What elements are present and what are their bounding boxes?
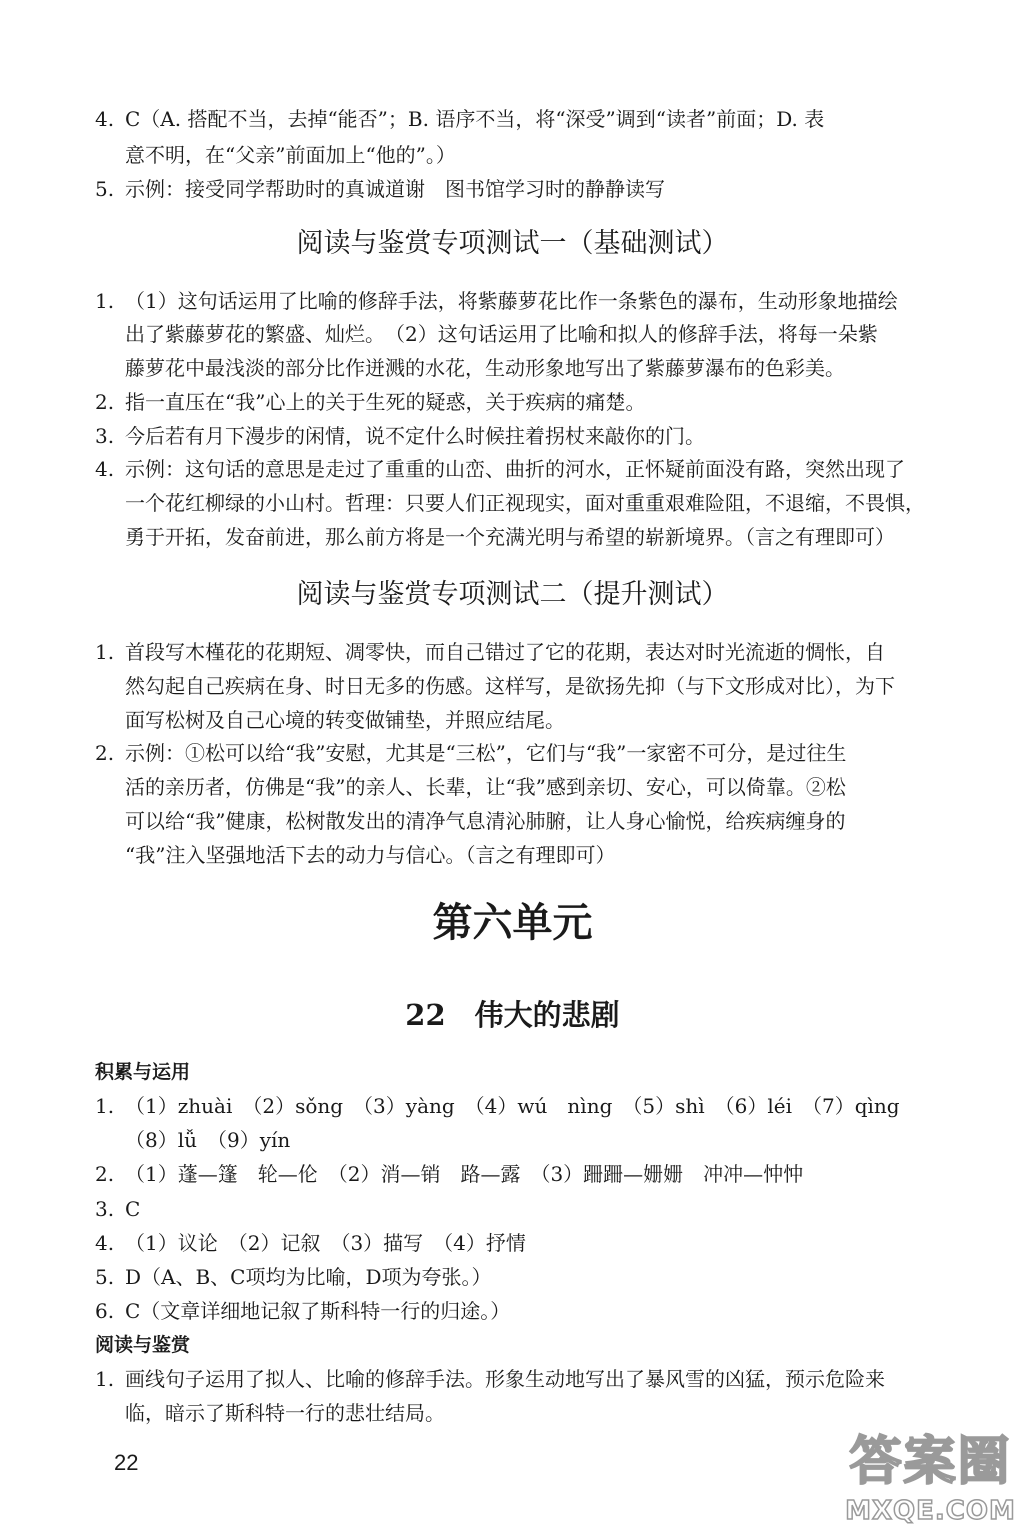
answer-line: 可以给“我”健康，松树散发出的清净气息清沁肺腑，让人身心愉悦，给疾病缠身的 [125, 809, 846, 833]
answer-line: 勇于开拓，发奋前进，那么前方将是一个充满光明与希望的崭新境界。（言之有理即可） [125, 525, 895, 549]
answer-item: 5. 示例：接受同学帮助时的真诚道谢 图书馆学习时的静静读写 [95, 177, 665, 201]
answer-item: 2. （1）蓬—篷 轮—伦 （2）消—销 路—露 （3）跚跚—姗姗 冲冲—忡忡 [95, 1162, 804, 1186]
unit-title: 第六单元 [432, 899, 593, 946]
answer-item: 1. （1）zhuài （2）sǒng （3）yàng （4）wú nìng （5）shì （6）léi （7）qìng [95, 1094, 900, 1118]
answer-line: 藤萝花中最浅淡的部分比作迸溅的水花，生动形象地写出了紫藤萝瀑布的色彩美。 [125, 356, 845, 380]
answer-item: 2. 指一直压在“我”心上的关于生死的疑惑，关于疾病的痛楚。 [95, 390, 646, 414]
watermark-logo [843, 1430, 1018, 1530]
answer-line: 面写松树及自己心境的转变做铺垫，并照应结尾。 [125, 708, 565, 732]
answer-item: 5. D（A、B、C项均为比喻，D项为夸张。） [95, 1265, 492, 1289]
answer-line: 意不明，在“父亲”前面加上“他的”。） [125, 143, 456, 167]
page-number: 22 [114, 1450, 139, 1475]
section-heading-test2: 阅读与鉴赏专项测试二（提升测试） [296, 579, 729, 610]
answer-item: 4. 示例：这句话的意思是走过了重重的山峦、曲折的河水，正怀疑前面没有路，突然出现了 [95, 457, 905, 481]
lesson-title: 22 伟大的悲剧 [405, 998, 620, 1032]
watermark-url: MXQE.COM [845, 1496, 1016, 1526]
answer-item: 2. 示例：①松可以给“我”安慰，尤其是“三松”，它们与“我”一家密不可分，是过往生 [95, 741, 847, 765]
answer-line: 临，暗示了斯科特一行的悲壮结局。 [125, 1401, 445, 1425]
answer-line: 出了紫藤萝花的繁盛、灿烂。 （2）这句话运用了比喻和拟人的修辞手法，将每一朵紫 [125, 322, 878, 346]
answer-item: 4. （1）议论 （2）记叙 （3）描写 （4）抒情 [95, 1231, 526, 1255]
answer-line: 活的亲历者，仿佛是“我”的亲人、长辈，让“我”感到亲切、安心，可以倚靠。②松 [125, 775, 846, 799]
answer-line: 一个花红柳绿的小山村。哲理：只要人们正视现实，面对重重艰难险阻，不退缩，不畏惧， [125, 491, 925, 515]
watermark-logo-text: 答案圈 [849, 1432, 1012, 1492]
section-label-reading: 阅读与鉴赏 [95, 1334, 191, 1356]
answer-item: 1. 画线句子运用了拟人、比喻的修辞手法。形象生动地写出了暴风雪的凶猛，预示危险来 [95, 1367, 885, 1391]
section-label-accumulate: 积累与运用 [95, 1061, 191, 1083]
answer-line: （8）lǚ （9）yín [125, 1128, 291, 1152]
answer-line: “我”注入坚强地活下去的动力与信心。（言之有理即可） [125, 843, 616, 867]
answer-item: 1. 首段写木槿花的花期短、凋零快，而自己错过了它的花期，表达对时光流逝的惆怅，自 [95, 640, 885, 664]
answer-line: 然勾起自己疾病在身、时日无多的伤感。这样写，是欲扬先抑（与下文形成对比），为下 [125, 674, 895, 698]
answer-item: 6. C（文章详细地记叙了斯科特一行的归途。） [95, 1299, 511, 1323]
answer-item: 1. （1）这句话运用了比喻的修辞手法，将紫藤萝花比作一条紫色的瀑布，生动形象地描绘 [95, 289, 898, 313]
answer-item: 3. 今后若有月下漫步的闲情，说不定什么时候拄着拐杖来敲你的门。 [95, 424, 705, 448]
answer-item: 3. C [95, 1197, 141, 1221]
answer-item: 4. C（A. 搭配不当，去掉“能否”；B. 语序不当，将“深受”调到“读者”前面；D. 表 [95, 107, 825, 131]
section-heading-test1: 阅读与鉴赏专项测试一（基础测试） [296, 228, 729, 259]
